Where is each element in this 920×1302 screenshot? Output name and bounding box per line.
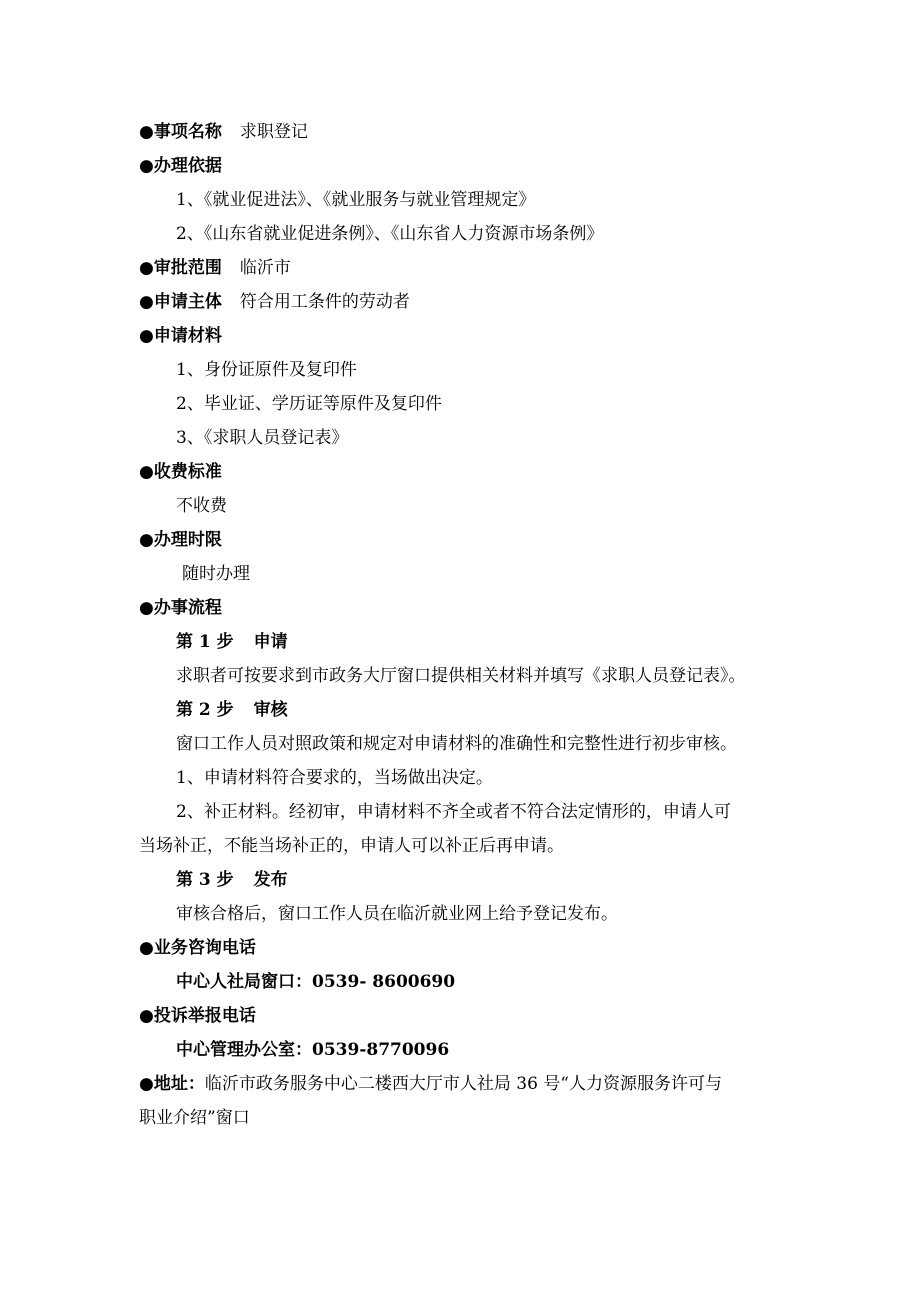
time-limit-heading [139, 528, 784, 552]
address-row [139, 1072, 784, 1096]
step2-title: 第 2 步 [176, 700, 234, 720]
process-heading [139, 596, 784, 620]
process-label: 办事流程 [153, 598, 222, 618]
applicant-row [139, 290, 784, 314]
bullet: ● [139, 938, 154, 958]
step1-text: 求职者可按要求到市政务大厅窗口提供相关材料并填写《求职人员登记表》。 [176, 666, 746, 686]
applicant-value: 符合用工条件的劳动者 [239, 292, 410, 312]
bullet: ● [139, 530, 154, 550]
materials-line-3: 3、《求职人员登记表》 [176, 428, 349, 448]
basis-line-1: 1、《就业促进法》、《就业服务与就业管理规定》 [176, 190, 536, 210]
bullet: ● [139, 292, 154, 312]
basis-label: 办理依据 [153, 156, 222, 176]
consult-label: 业务咨询电话 [153, 938, 256, 958]
scope-row [139, 256, 784, 280]
fee-heading [139, 460, 784, 484]
step3-text: 审核合格后，窗口工作人员在临沂就业网上给予登记发布。 [176, 904, 618, 924]
fee-label: 收费标准 [153, 462, 222, 482]
step3-name: 发布 [253, 870, 288, 890]
materials-line-1: 1、身份证原件及复印件 [176, 360, 357, 380]
item-name-label: 事项名称 [153, 122, 222, 142]
step2-sub2-line2: 当场补正，不能当场补正的，申请人可以补正后再申请。 [139, 836, 564, 856]
bullet: ● [139, 258, 154, 278]
bullet: ● [139, 122, 154, 142]
step1-title: 第 1 步 [176, 632, 234, 652]
step3-title-row [176, 868, 821, 892]
step2-sub1: 1、申请材料符合要求的，当场做出决定。 [176, 768, 493, 788]
consult-phone: 中心人社局窗口：0539- 8600690 [176, 972, 456, 992]
bullet: ● [139, 156, 154, 176]
address-line1: 临沂市政务服务中心二楼西大厅市人社局 36 号“人力资源服务许可与 [204, 1074, 722, 1094]
step3-title: 第 3 步 [176, 870, 234, 890]
consult-heading [139, 936, 784, 960]
basis-heading [139, 154, 784, 178]
step2-text: 窗口工作人员对照政策和规定对申请材料的准确性和完整性进行初步审核。 [176, 734, 737, 754]
bullet: ● [139, 1006, 154, 1026]
bullet: ● [139, 598, 154, 618]
address-label: 地址： [153, 1074, 205, 1094]
item-name-row [139, 120, 784, 144]
bullet: ● [139, 326, 154, 346]
step2-sub2-line1: 2、补正材料。经初审，申请材料不齐全或者不符合法定情形的，申请人可 [176, 802, 731, 822]
scope-label: 审批范围 [153, 258, 222, 278]
bullet: ● [139, 462, 154, 482]
bullet: ● [139, 1074, 154, 1094]
complaint-heading [139, 1004, 784, 1028]
item-name-value: 求职登记 [239, 122, 308, 142]
materials-line-2: 2、毕业证、学历证等原件及复印件 [176, 394, 442, 414]
step2-name: 审核 [253, 700, 288, 720]
basis-line-2: 2、《山东省就业促进条例》、《山东省人力资源市场条例》 [176, 224, 604, 244]
fee-value: 不收费 [176, 496, 227, 516]
complaint-label: 投诉举报电话 [153, 1006, 256, 1026]
step1-name: 申请 [253, 632, 288, 652]
step2-title-row [176, 698, 821, 722]
complaint-phone: 中心管理办公室：0539-8770096 [176, 1040, 450, 1060]
time-limit-value: 随时办理 [182, 564, 250, 584]
time-limit-label: 办理时限 [153, 530, 222, 550]
scope-value: 临沂市 [239, 258, 291, 278]
step1-title-row [176, 630, 821, 654]
address-line2: 职业介绍”窗口 [139, 1108, 250, 1128]
materials-label: 申请材料 [153, 326, 222, 346]
applicant-label: 申请主体 [153, 292, 222, 312]
materials-heading [139, 324, 784, 348]
